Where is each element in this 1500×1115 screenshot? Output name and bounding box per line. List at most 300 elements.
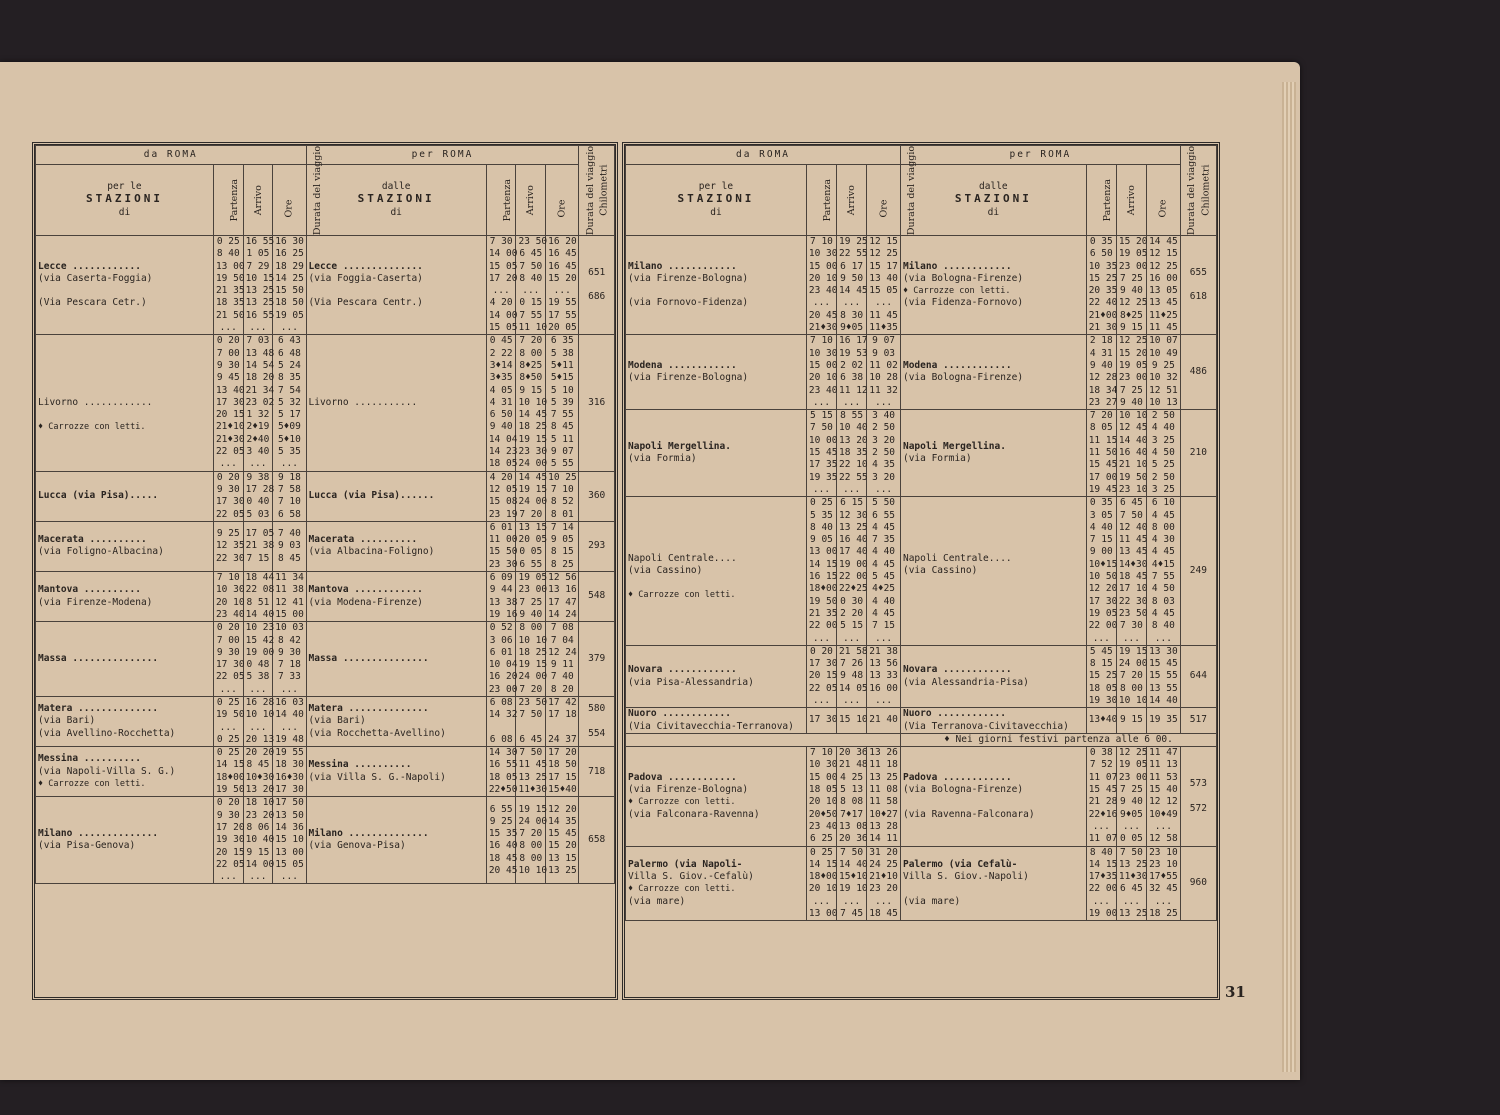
station-line: Modena ............	[628, 359, 737, 371]
time-value: 11 12	[839, 384, 868, 396]
station-line: Milano ..............	[308, 828, 429, 840]
station-to	[900, 645, 1086, 707]
time-value: 7 30	[1119, 620, 1143, 632]
header-da-roma: da ROMA	[36, 146, 307, 165]
time-value: 12 25	[1118, 297, 1148, 309]
time-value: 18 05	[808, 784, 838, 796]
time-value: 11 13	[1149, 759, 1178, 771]
time-value: 13 20	[839, 434, 868, 446]
time-value: 12 56	[548, 572, 577, 584]
time-value: 7 10	[216, 572, 240, 584]
arrival-times	[243, 797, 273, 884]
arrival-times-to-roma	[516, 236, 546, 335]
time-value: 0 20	[216, 622, 240, 634]
time-value: 9 03	[872, 347, 896, 359]
time-value: 7 45	[840, 908, 864, 920]
arrival-times	[243, 622, 273, 697]
time-value: 6 35	[550, 335, 574, 347]
time-value	[518, 722, 543, 734]
duration-times	[867, 236, 901, 335]
time-value: 0 25	[216, 747, 240, 759]
station-line: Lucca (via Pisa).....	[38, 490, 159, 502]
departure-times	[213, 797, 243, 884]
time-value: 7 40	[550, 671, 574, 683]
time-value: 19 50	[1118, 471, 1148, 483]
station-line: (via mare)	[902, 895, 961, 907]
time-value: 19 05	[275, 309, 304, 321]
departure-times-to-roma	[486, 236, 516, 335]
station-to	[900, 410, 1086, 497]
kilometers: 379	[579, 622, 615, 697]
time-value: 18♦00	[215, 771, 245, 783]
station-line	[628, 540, 804, 552]
time-value: 15 45	[1149, 658, 1178, 670]
time-value: 4♦25	[872, 583, 896, 595]
time-value: 20 36	[839, 747, 868, 759]
time-value: 4 31	[489, 396, 513, 408]
time-value: ...	[843, 694, 861, 706]
time-value: 11 34	[275, 572, 304, 584]
time-value: 14 40	[839, 858, 868, 870]
time-value: 6 55	[519, 558, 543, 570]
time-value: 10 07	[1149, 335, 1178, 347]
time-value: 9 25	[489, 815, 513, 827]
time-value: 15 08	[488, 496, 518, 508]
time-value: 19 15	[518, 433, 548, 445]
station-to	[900, 236, 1086, 335]
time-value: ...	[522, 285, 540, 297]
time-value: 3♦14	[489, 359, 513, 371]
station-line	[309, 421, 484, 433]
header-durata: Durata del viaggioOre	[867, 165, 901, 236]
time-value: 15 40	[1149, 784, 1178, 796]
duration-times-to-roma	[546, 797, 579, 884]
kilometers: 655 618	[1180, 236, 1216, 335]
time-value: 16 00	[1149, 272, 1178, 284]
time-value: 11♦30	[518, 784, 548, 796]
arrival-times-to-roma	[1116, 497, 1146, 646]
time-value: 8 15	[550, 546, 574, 558]
station-line	[903, 796, 1084, 808]
time-value: 14 15	[1088, 858, 1118, 870]
time-value: 7 00	[216, 634, 240, 646]
time-value: 19 00	[1088, 908, 1118, 920]
time-value: 11 10	[518, 322, 548, 334]
duration-times-to-roma	[546, 572, 579, 622]
time-value: 7 08	[550, 622, 574, 634]
time-value: 13 16	[548, 584, 577, 596]
time-value: 6 17	[840, 260, 864, 272]
station-to	[900, 846, 1086, 921]
station-line: Massa ...............	[308, 652, 429, 664]
time-value: 4 40	[872, 546, 896, 558]
time-value: ...	[219, 683, 237, 695]
departure-times	[806, 645, 836, 707]
time-value: ...	[1122, 820, 1140, 832]
station-to	[306, 696, 486, 746]
time-value: 7 20	[519, 508, 543, 520]
station-line	[309, 409, 484, 421]
time-value: 15 45	[1088, 459, 1118, 471]
time-value: 7 15	[1089, 534, 1113, 546]
duration-times	[867, 846, 901, 921]
time-value: 4 40	[1089, 521, 1113, 533]
time-value: 7 25	[1119, 784, 1143, 796]
time-value: 13 55	[1149, 682, 1178, 694]
time-value: 17 47	[548, 596, 577, 608]
duration-times	[867, 335, 901, 410]
time-value: 4 20	[489, 297, 513, 309]
time-value: 15♦40	[548, 784, 577, 796]
time-value: 17 30	[215, 659, 245, 671]
time-value: 7 04	[550, 634, 574, 646]
time-value: 8 15	[1089, 658, 1113, 670]
station-row	[36, 622, 615, 697]
station-line: Livorno ............	[38, 396, 153, 408]
time-value: 14♦30	[1118, 558, 1148, 570]
time-value: 5 25	[1151, 459, 1175, 471]
time-value: 19 05	[1088, 607, 1118, 619]
time-value: 21 30	[1088, 322, 1118, 334]
time-value: 0 20	[216, 471, 240, 483]
time-value: 24 25	[869, 858, 898, 870]
arrival-times-to-roma	[1116, 236, 1146, 335]
time-value: 8 40	[810, 521, 833, 533]
departure-times	[213, 335, 243, 471]
departure-times-to-roma	[486, 696, 516, 746]
time-value: 18 45	[869, 908, 898, 920]
time-value: 10 03	[275, 622, 304, 634]
time-value: ...	[280, 683, 298, 695]
station-line: Napoli Mergellina.	[628, 440, 731, 452]
station-line	[309, 285, 484, 297]
station-line: (via Alessandria-Pisa)	[902, 676, 1029, 688]
time-value: 13 20	[245, 784, 275, 796]
header-chilometri: Chilometri	[1180, 146, 1216, 236]
time-value: 5♦15	[550, 372, 574, 384]
time-value: 20 15	[215, 846, 245, 858]
time-value: 12 20	[548, 803, 577, 815]
time-value: 15 10	[275, 834, 304, 846]
arrival-times	[243, 471, 273, 521]
time-value: 15 05	[488, 322, 518, 334]
station-line: Villa S. Giov.-Napoli)	[902, 871, 1029, 883]
duration-times	[273, 622, 306, 697]
arrival-times-to-roma	[516, 471, 546, 521]
time-value: 23 40	[808, 384, 838, 396]
time-value: 21♦10	[215, 421, 245, 433]
time-value: 4 40	[1151, 422, 1175, 434]
time-value: 19 55	[275, 747, 304, 759]
time-value: 22 40	[1088, 297, 1118, 309]
header-durata: Durata del viaggioOre	[273, 165, 306, 236]
time-value: 8♦25	[1119, 309, 1143, 321]
time-value: 10 40	[245, 834, 275, 846]
arrival-times	[837, 747, 867, 846]
time-value: 10♦49	[1149, 808, 1178, 820]
time-value: 6 15	[840, 497, 864, 509]
kilometers: 360	[579, 471, 615, 521]
station-line: Milano ..............	[38, 828, 159, 840]
station-line: (via Bologna-Firenze)	[902, 372, 1024, 384]
time-value: 9 30	[216, 483, 240, 495]
station-line	[628, 577, 804, 589]
station-line: ♦ Carrozze con letti.	[902, 286, 1011, 297]
time-value: 19 16	[488, 608, 518, 620]
time-value: 11 18	[869, 759, 898, 771]
time-value: 13 25	[1118, 908, 1148, 920]
time-value: 8 35	[277, 372, 301, 384]
time-value: 14 00	[488, 309, 518, 321]
station-from	[36, 572, 214, 622]
time-value: ...	[553, 285, 571, 297]
time-value: 16 40	[488, 840, 518, 852]
time-value: 9 40	[489, 421, 513, 433]
time-value: 9 11	[550, 659, 574, 671]
time-value: 15 50	[275, 285, 304, 297]
station-row	[36, 572, 615, 622]
time-value: 14 36	[275, 821, 304, 833]
arrival-times	[837, 236, 867, 335]
time-value: 0 25	[810, 846, 833, 858]
time-value: 8 45	[246, 759, 270, 771]
time-value: 15 00	[808, 359, 838, 371]
time-value: 22 55	[839, 248, 868, 260]
time-value: 13 00	[275, 846, 304, 858]
time-value: 10 28	[869, 372, 898, 384]
station-line: (via Rocchetta-Avellino)	[308, 727, 446, 739]
time-value: 12 45	[1118, 422, 1148, 434]
time-value: 21♦00	[1088, 309, 1118, 321]
arrival-times	[243, 696, 273, 746]
time-value: 12 41	[275, 596, 304, 608]
station-line: (via Pisa-Genova)	[38, 840, 136, 852]
station-line: (via Ravenna-Falconara)	[902, 808, 1035, 820]
time-value: 10 13	[1149, 396, 1178, 408]
time-value: ...	[492, 285, 510, 297]
station-line	[903, 540, 1084, 552]
time-value: 17 30	[215, 396, 245, 408]
time-value: 22♦25	[839, 583, 868, 595]
time-value: ...	[219, 721, 237, 733]
time-value: ...	[874, 694, 893, 706]
kilometers: 658	[579, 797, 615, 884]
departure-times	[806, 708, 836, 734]
station-to	[306, 521, 486, 571]
duration-times	[273, 747, 306, 797]
station-from	[626, 410, 807, 497]
header-arrivo: Arrivo	[1116, 165, 1146, 236]
time-value: ...	[280, 871, 298, 883]
station-line: (via Foggia-Caserta)	[308, 272, 423, 284]
station-line	[309, 385, 484, 397]
time-value: 8 08	[840, 796, 864, 808]
station-row	[626, 846, 1217, 921]
station-line: Nuoro ............	[902, 708, 1006, 720]
time-value: 11 07	[1088, 833, 1118, 845]
time-value: 23 27	[1088, 396, 1118, 408]
time-value: 6 55	[489, 803, 513, 815]
time-value: 13 28	[869, 820, 898, 832]
station-row	[36, 797, 615, 884]
station-line: Napoli Centrale....	[628, 552, 737, 564]
time-value: 4 45	[1151, 546, 1175, 558]
station-row	[626, 747, 1217, 846]
time-value: 20 10	[808, 272, 838, 284]
time-value: 20 36	[839, 833, 868, 845]
time-value: 19 15	[1118, 645, 1148, 657]
station-to	[900, 497, 1086, 646]
arrival-times	[837, 410, 867, 497]
time-value: 7 15	[246, 552, 270, 564]
time-value: 14 35	[548, 815, 577, 827]
duration-times-to-roma	[546, 335, 579, 471]
time-value: 9 00	[1089, 546, 1113, 558]
time-value: 16 20	[548, 236, 577, 247]
time-value: 20 15	[808, 670, 838, 682]
time-value: 8♦50	[519, 372, 543, 384]
time-value: 4 25	[840, 771, 864, 783]
time-value: 10 23	[245, 622, 275, 634]
arrival-times-to-roma	[516, 622, 546, 697]
station-line: ♦ Carrozze con letti.	[38, 422, 146, 433]
time-value: 6 45	[519, 733, 543, 745]
time-value: 16 25	[275, 248, 304, 260]
station-line: Lecce ............	[38, 260, 141, 272]
time-value: ...	[1092, 820, 1110, 832]
time-value: 19 53	[839, 347, 868, 359]
time-value: 18 29	[275, 260, 304, 272]
time-value: 15 00	[808, 260, 838, 272]
time-value: ...	[843, 396, 861, 408]
station-line: Massa ...............	[38, 652, 159, 664]
time-value: ...	[280, 721, 298, 733]
time-value: 13 45	[1149, 297, 1178, 309]
duration-times	[867, 497, 901, 646]
time-value: 8 06	[246, 821, 270, 833]
station-line	[628, 285, 804, 297]
time-value: 23 00	[488, 683, 518, 695]
time-value: 24 00	[518, 671, 548, 683]
time-value: ...	[843, 632, 861, 644]
timetable-left-table	[35, 145, 615, 884]
station-line	[309, 372, 484, 384]
departure-times-to-roma	[486, 747, 516, 797]
time-value: 12 15	[1149, 248, 1178, 260]
time-value: ...	[249, 683, 267, 695]
time-value: 7 10	[277, 496, 301, 508]
time-value: 23 30	[518, 446, 548, 458]
time-value: 3 25	[1151, 483, 1175, 495]
time-value: 21 10	[1118, 459, 1148, 471]
time-value: 23 30	[488, 558, 518, 570]
time-value: 6 25	[810, 833, 833, 845]
time-value: 8 05	[1089, 422, 1113, 434]
time-value: 6 45	[519, 248, 543, 260]
time-value: ...	[874, 396, 893, 408]
time-value: 22 30	[1118, 595, 1148, 607]
station-line: (via Fornovo-Fidenza)	[628, 297, 749, 309]
time-value: 8 40	[216, 248, 240, 260]
station-row	[36, 236, 615, 335]
time-value: 0 25	[216, 236, 240, 247]
time-value: ...	[219, 322, 237, 334]
station-from	[626, 236, 807, 335]
time-value: 23 50	[518, 696, 548, 708]
duration-times-to-roma	[1146, 410, 1180, 497]
time-value: 23 50	[1118, 607, 1148, 619]
station-line: Macerata ..........	[38, 534, 147, 546]
time-value: 14 25	[275, 272, 304, 284]
time-value: 3 20	[872, 434, 896, 446]
time-value: 21 34	[245, 384, 275, 396]
time-value: 14 54	[245, 359, 275, 371]
time-value: 11 08	[869, 784, 898, 796]
time-value: ...	[249, 458, 267, 470]
departure-times	[213, 521, 243, 571]
station-row	[36, 335, 615, 471]
station-line: (Via Terranova-Civitavecchia)	[902, 720, 1069, 732]
time-value: 7 18	[277, 659, 301, 671]
time-value: 13♦40	[1088, 714, 1118, 726]
station-line: Novara ............	[902, 664, 1012, 676]
time-value: 15 35	[488, 828, 518, 840]
time-value: 3 40	[246, 446, 270, 458]
time-value: 5 11	[550, 433, 574, 445]
time-value: ...	[280, 458, 298, 470]
time-value: 5 45	[1089, 645, 1113, 657]
time-value: 17 30	[808, 658, 838, 670]
time-value: 17 50	[275, 797, 304, 809]
time-value: 9 15	[519, 384, 543, 396]
departure-times	[806, 335, 836, 410]
time-value: 17 20	[548, 747, 577, 759]
arrival-times	[243, 521, 273, 571]
time-value: 0 35	[1089, 236, 1113, 247]
departure-times	[806, 747, 836, 846]
time-value: 15 05	[488, 260, 518, 272]
time-value: 7 30	[489, 236, 513, 247]
time-value: 11 45	[1149, 322, 1178, 334]
time-value: 12 58	[1149, 833, 1178, 845]
time-value: 21 48	[839, 759, 868, 771]
time-value: 4 45	[1151, 509, 1175, 521]
arrival-times-to-roma	[516, 696, 546, 746]
time-value: 22 55	[839, 471, 868, 483]
time-value: 19 05	[518, 572, 548, 584]
time-value: 9 30	[216, 646, 240, 658]
time-value: 5 35	[810, 509, 833, 521]
time-value: ...	[812, 396, 831, 408]
time-value: 18 50	[275, 297, 304, 309]
time-value: 9 45	[216, 372, 240, 384]
time-value: 9 07	[550, 446, 574, 458]
time-value: 22 05	[215, 858, 245, 870]
station-line	[903, 589, 1084, 601]
time-value: 21 50	[215, 309, 245, 321]
time-value: 7 20	[519, 828, 543, 840]
time-value: 10 10	[1118, 694, 1148, 706]
station-line: (via Firenze-Bologna)	[628, 784, 749, 796]
time-value: 8 00	[1119, 682, 1143, 694]
header-durata: Durata del viaggioOre	[546, 165, 579, 236]
time-value: 2♦40	[246, 433, 270, 445]
time-value: 13 26	[869, 747, 898, 759]
time-value: 14 11	[869, 833, 898, 845]
station-row	[36, 521, 615, 571]
station-from	[36, 335, 214, 471]
duration-times	[273, 471, 306, 521]
